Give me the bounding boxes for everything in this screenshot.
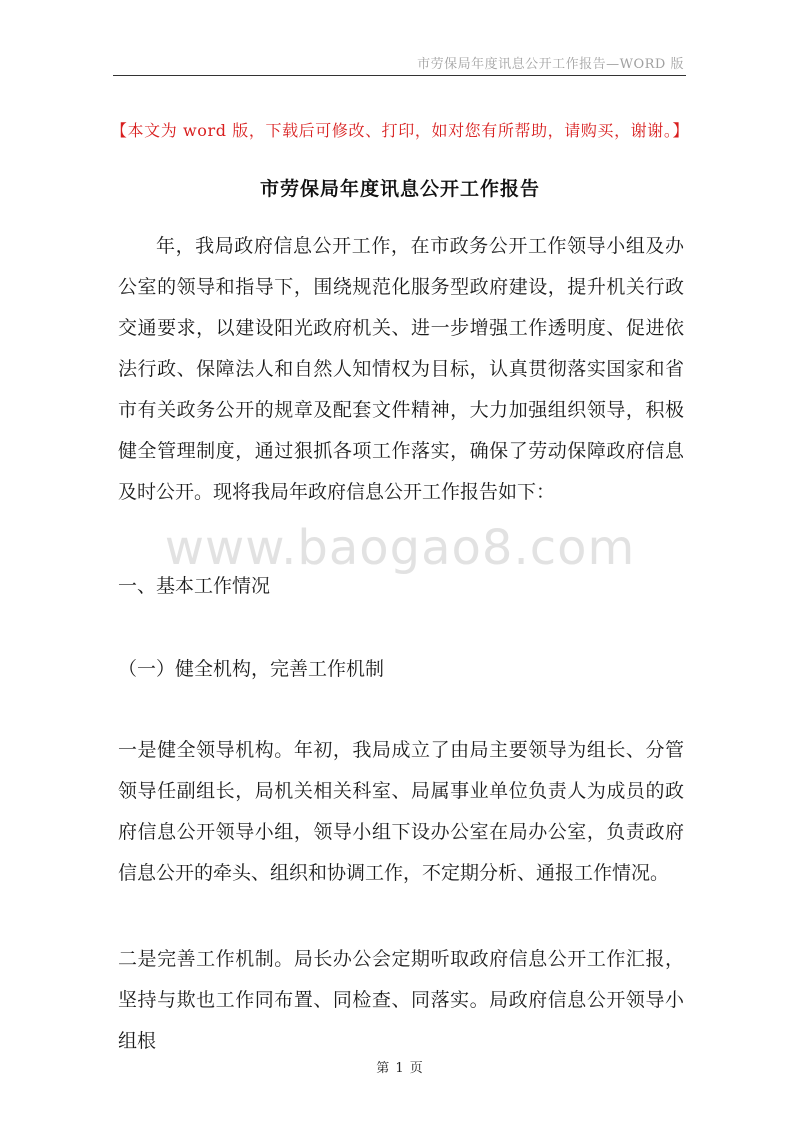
section-heading: 一、基本工作情况 xyxy=(118,575,271,597)
purchase-notice: 【本文为 word 版，下载后可修改、打印，如对您有所帮助，请购买，谢谢。】 xyxy=(110,121,690,140)
subsection-heading: （一）健全机构，完善工作机制 xyxy=(118,658,385,680)
body-paragraph-1: 一是健全领导机构。年初，我局成立了由局主要领导为组长、分管领导任副组长，局机关相关科室、局属事业单位负责人为成员的政府信息公开领导小组，领导小组下设办公室在局办公室，负责政府信息公开的牵头、组织和协调工作，不定期分析、通报工作情况。 xyxy=(118,739,684,884)
running-header: 市劳保局年度讯息公开工作报告—WORD 版 xyxy=(417,57,684,72)
header-divider xyxy=(113,75,686,76)
body-paragraph-2: 二是完善工作机制。局长办公会定期听取政府信息公开工作汇报，坚持与欺也工作同布置、同检查、同落实。局政府信息公开领导小组根 xyxy=(118,948,684,1052)
document-title: 市劳保局年度讯息公开工作报告 xyxy=(259,178,540,200)
watermark: www.baogao8.com xyxy=(164,520,636,576)
intro-paragraph: 年，我局政府信息公开工作，在市政务公开工作领导小组及办公室的领导和指导下，围绕规范化服务型政府建设，提升机关行政交通要求，以建设阳光政府机关、进一步增强工作透明度、促进依法行政、保障法人和自然人知情权为目标，认真贯彻落实国家和省市有关政务公开的规章及配套文件精神，大力加强组织领导，积极健全管理制度，通过狠抓各项工作落实，确保了劳动保障政府信息及时公开。现将我局年政府信息公开工作报告如下： xyxy=(118,235,684,503)
page-number: 第 1 页 xyxy=(376,1061,424,1076)
